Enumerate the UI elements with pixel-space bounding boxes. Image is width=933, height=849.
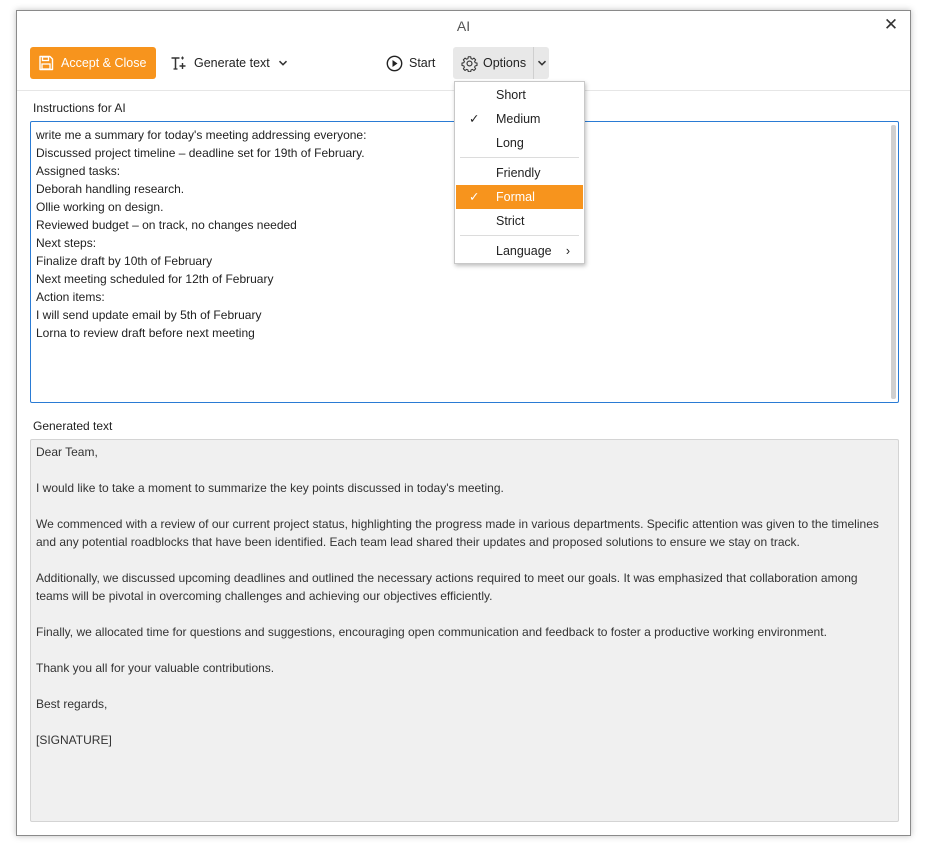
- generated-text-content: [36, 443, 888, 767]
- instructions-label: Instructions for AI: [33, 101, 126, 115]
- generated-paragraph: Finally, we allocated time for questions and suggestions, encouraging open communication and feedback to foster a productive working environment.: [36, 625, 827, 639]
- menu-item-strict[interactable]: [456, 209, 583, 233]
- accept-close-label: Accept & Close: [61, 56, 147, 70]
- chevron-down-icon: [537, 58, 547, 68]
- menu-divider: [460, 235, 579, 236]
- menu-item-short[interactable]: [456, 83, 583, 107]
- chevron-down-icon: [278, 58, 288, 68]
- generated-paragraph: Additionally, we discussed upcoming deadlines and outlined the necessary actions required to meet our goals. It was emphasized that collaboration among teams will be pivotal in overcoming challenges and achieving our objectives efficiently.: [36, 571, 858, 603]
- generated-paragraph: Thank you all for your valuable contributions.: [36, 661, 275, 675]
- menu-item-language[interactable]: [456, 239, 583, 263]
- menu-item-long[interactable]: [456, 131, 583, 155]
- generated-paragraph: Best regards,: [36, 697, 108, 711]
- menu-item-label: Short: [496, 88, 526, 102]
- play-circle-icon: [386, 55, 403, 72]
- menu-item-label: Friendly: [496, 166, 541, 180]
- start-label: Start: [409, 56, 436, 70]
- menu-item-formal[interactable]: [456, 185, 583, 209]
- options-label: Options: [483, 56, 527, 70]
- options-button[interactable]: [453, 47, 549, 79]
- generated-text-label: Generated text: [33, 419, 113, 433]
- chevron-right-icon: ›: [565, 244, 570, 258]
- generated-text-output: [30, 439, 899, 822]
- generated-paragraph: We commenced with a review of our current project status, highlighting the progress made in various departments. Specific attention was given to the timelines and any potential roadblocks that have been identified. Each team lead shared their updates and proposed solutions to ensure we stay on track.: [36, 517, 879, 549]
- checkmark-icon: ✓: [469, 112, 480, 126]
- menu-item-label: Language: [496, 244, 552, 258]
- ai-dialog: [16, 10, 911, 836]
- options-dropdown-toggle[interactable]: [533, 47, 550, 79]
- close-button[interactable]: [882, 15, 900, 35]
- generate-text-label: Generate text: [194, 56, 270, 70]
- accept-close-button[interactable]: [30, 47, 156, 79]
- checkmark-icon: ✓: [469, 190, 480, 204]
- gear-icon: [461, 55, 478, 72]
- instructions-text[interactable]: write me a summary for today's meeting addressing everyone: Discussed project timeline – deadline set for 19th of February. Assigned tasks: Deborah handling research. Ollie working on design. Reviewed budget – on track, no changes needed Next steps: Finalize draft by 10th of February Next meeting scheduled for 12th of February Action items: I will send update email by 5th of February Lorna to review draft before next meeting: [36, 128, 367, 340]
- generated-paragraph: I would like to take a moment to summarize the key points discussed in today's meeting.: [36, 481, 504, 495]
- options-menu: [454, 81, 585, 264]
- close-icon: ✕: [883, 15, 899, 34]
- dialog-title: AI: [456, 18, 471, 34]
- menu-item-label: Medium: [496, 112, 541, 126]
- menu-item-medium[interactable]: [456, 107, 583, 131]
- generate-text-button[interactable]: [170, 47, 288, 79]
- generated-paragraph: [SIGNATURE]: [36, 733, 112, 747]
- menu-item-friendly[interactable]: [456, 161, 583, 185]
- text-sparkle-icon: [170, 55, 187, 72]
- generated-paragraph: Dear Team,: [36, 445, 98, 459]
- menu-item-label: Long: [496, 136, 524, 150]
- start-button[interactable]: [386, 47, 435, 79]
- menu-item-label: Strict: [496, 214, 525, 228]
- save-icon: [38, 55, 54, 71]
- instructions-scrollbar[interactable]: [891, 125, 896, 399]
- menu-item-label: Formal: [496, 190, 535, 204]
- menu-divider: [460, 157, 579, 158]
